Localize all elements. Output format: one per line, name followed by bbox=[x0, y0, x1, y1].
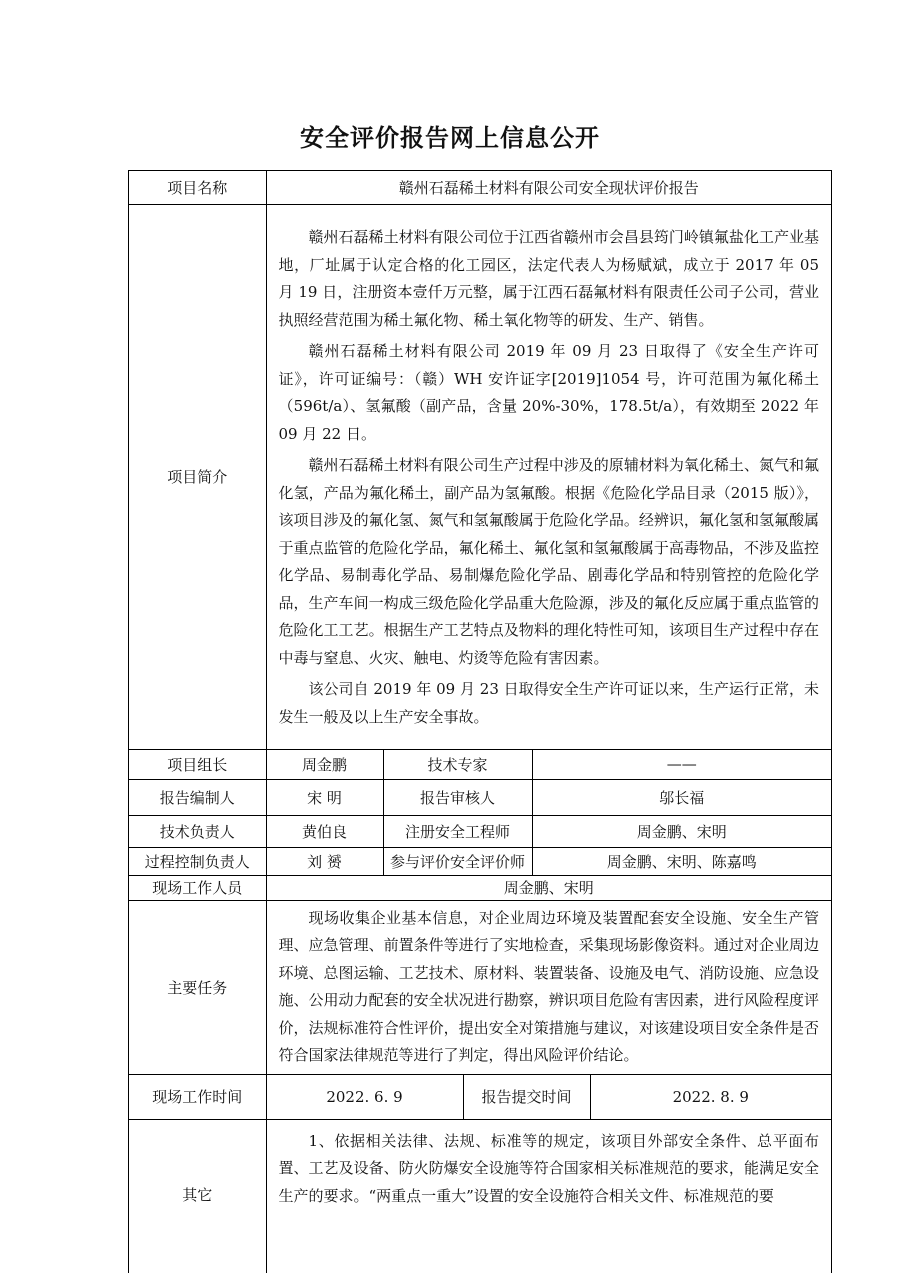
row-dates bbox=[129, 1074, 831, 1119]
other-label: 其它 bbox=[129, 1119, 266, 1273]
tech-lead-label: 技术负责人 bbox=[129, 815, 266, 847]
safety-assessor-value: 周金鹏、宋明、陈嘉鸣 bbox=[532, 847, 831, 875]
info-table bbox=[129, 171, 831, 1273]
row-project-intro bbox=[129, 204, 831, 749]
row-tech-lead bbox=[129, 815, 831, 847]
row-report-writer bbox=[129, 779, 831, 815]
report-submit-split bbox=[463, 1074, 831, 1119]
process-control-label: 过程控制负责人 bbox=[129, 847, 266, 875]
other-content bbox=[266, 1119, 831, 1273]
tech-expert-value: —— bbox=[532, 749, 831, 779]
intro-paragraph-1: 赣州石磊稀土材料有限公司位于江西省赣州市会昌县筠门岭镇氟盐化工产业基地，厂址属于认定合格的化工园区，法定代表人为杨赋斌，成立于 2017 年 05 月 19 日，注册资本壹仟万元整，属于江西石磊氟材料有限责任公司子公司，营业执照经营范围为稀土氟化物、稀土氧化物等的研发、生产、销售。 bbox=[278, 228, 820, 329]
report-writer-value: 宋 明 bbox=[266, 779, 383, 815]
other-text: 1、依据相关法律、法规、标准等的规定，该项目外部安全条件、总平面布置、工艺及设备、防火防爆安全设施等符合国家相关标准规范的要求，能满足安全生产的要求。“两重点一重大”设置的安全设施符合相关文件、标准规范的要 bbox=[278, 1131, 820, 1205]
project-name-label: 项目名称 bbox=[129, 171, 266, 204]
team-leader-value: 周金鹏 bbox=[266, 749, 383, 779]
row-other bbox=[129, 1119, 831, 1273]
tech-lead-value: 黄伯良 bbox=[266, 815, 383, 847]
site-work-time-label: 现场工作时间 bbox=[129, 1074, 266, 1119]
main-tasks-label: 主要任务 bbox=[129, 900, 266, 1074]
row-site-staff bbox=[129, 875, 831, 900]
team-leader-label: 项目组长 bbox=[129, 749, 266, 779]
report-submit-time-value: 2022. 8. 9 bbox=[672, 1087, 749, 1106]
site-work-time-value: 2022. 6. 9 bbox=[266, 1074, 463, 1119]
info-table-container bbox=[128, 170, 832, 1273]
intro-paragraph-3: 赣州石磊稀土材料有限公司生产过程中涉及的原辅材料为氧化稀土、氮气和氟化氢，产品为氟化稀土，副产品为氢氟酸。根据《危险化学品目录（2015 版）》，该项目涉及的氟化氢、氮气和氢氟酸属于危险化学品。经辨识，氟化氢和氢氟酸属于重点监管的危险化学品，氟化稀土、氟化氢和氢氟酸属于高毒物品，不涉及监控化学品、易制毒化学品、易制爆危险化学品、剧毒化学品和特别管控的危险化学品，生产车间一构成三级危险化学品重大危险源，涉及的氟化反应属于重点监管的危险化工工艺。根据生产工艺特点及物料的理化特性可知，该项目生产过程中存在中毒与窒息、火灾、触电、灼烫等危险有害因素。 bbox=[278, 456, 820, 667]
process-control-value: 刘 赟 bbox=[266, 847, 383, 875]
tech-expert-label: 技术专家 bbox=[383, 749, 532, 779]
site-staff-label: 现场工作人员 bbox=[129, 875, 266, 900]
intro-paragraph-2: 赣州石磊稀土材料有限公司 2019 年 09 月 23 日取得了《安全生产许可证》，许可证编号：（赣）WH 安许证字[2019]1054 号，许可范围为氟化稀土（596t/a）、氢氟酸（副产品，含量 20%-30%，178.5t/a），有效期至 2022 年 09 月 22 日。 bbox=[278, 342, 820, 443]
project-intro-content bbox=[266, 204, 831, 749]
site-staff-value: 周金鹏、宋明 bbox=[266, 875, 831, 900]
intro-paragraph-4: 该公司自 2019 年 09 月 23 日取得安全生产许可证以来，生产运行正常，未发生一般及以上生产安全事故。 bbox=[278, 680, 820, 726]
project-intro-label: 项目简介 bbox=[129, 204, 266, 749]
safety-engineer-label: 注册安全工程师 bbox=[383, 815, 532, 847]
safety-assessor-label: 参与评价安全评价师 bbox=[383, 847, 532, 875]
project-name-value: 赣州石磊稀土材料有限公司安全现状评价报告 bbox=[266, 171, 831, 204]
safety-engineer-value: 周金鹏、宋明 bbox=[532, 815, 831, 847]
row-main-tasks bbox=[129, 900, 831, 1074]
main-tasks-content bbox=[266, 900, 831, 1074]
main-tasks-text: 现场收集企业基本信息，对企业周边环境及装置配套安全设施、安全生产管理、应急管理、前置条件等进行了实地检查，采集现场影像资料。通过对企业周边环境、总图运输、工艺技术、原材料、装置装备、设施及电气、消防设施、应急设施、公用动力配套的安全状况进行勘察，辨识项目危险有害因素，进行风险程度评价，法规标准符合性评价，提出安全对策措施与建议，对该建设项目安全条件是否符合国家法律规范等进行了判定，得出风险评价结论。 bbox=[278, 908, 820, 1064]
page-title: 安全评价报告网上信息公开 bbox=[300, 124, 600, 152]
report-submit-time-label: 报告提交时间 bbox=[464, 1075, 591, 1119]
report-reviewer-label: 报告审核人 bbox=[383, 779, 532, 815]
row-project-name bbox=[129, 171, 831, 204]
row-process-control bbox=[129, 847, 831, 875]
row-team-leader bbox=[129, 749, 831, 779]
report-writer-label: 报告编制人 bbox=[129, 779, 266, 815]
report-reviewer-value: 邬长福 bbox=[532, 779, 831, 815]
